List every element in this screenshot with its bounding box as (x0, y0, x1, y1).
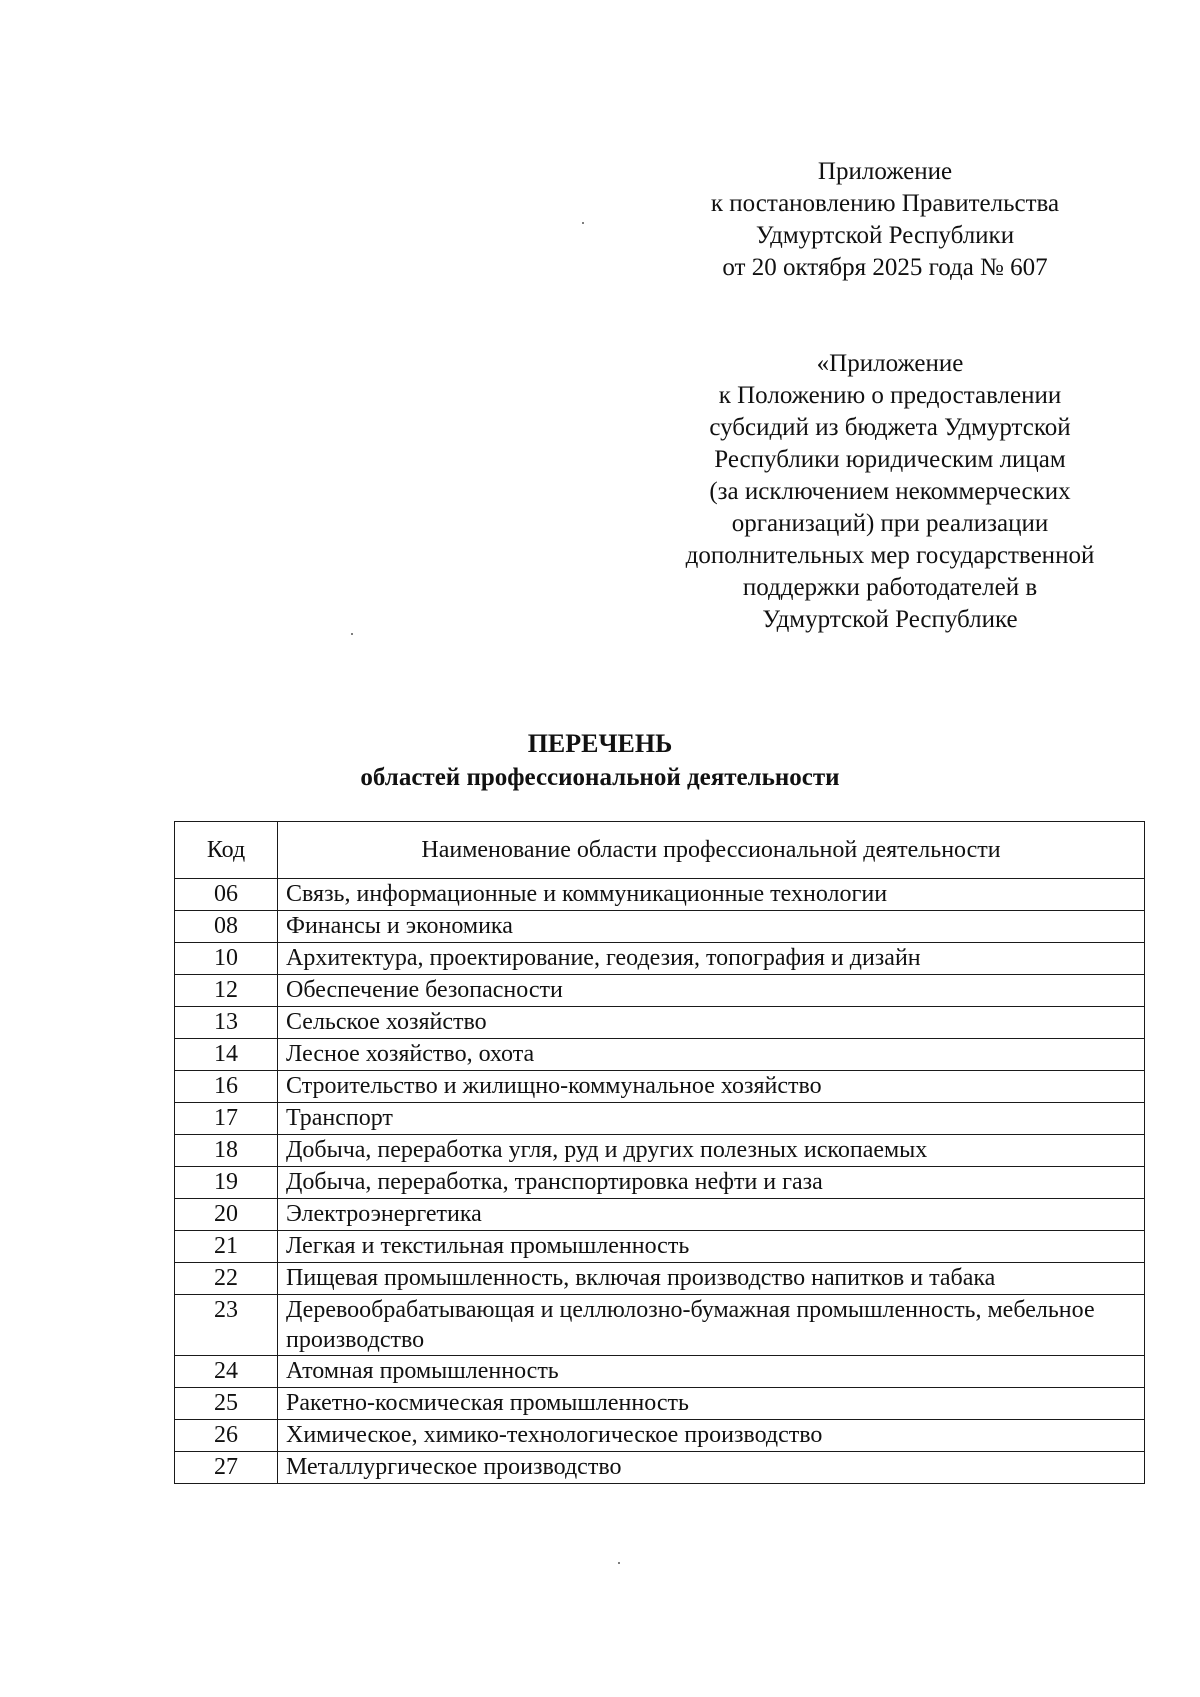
row-name: Деревообрабатывающая и целлюлозно-бумажная промышленность, мебельное производство (278, 1295, 1145, 1356)
title-main: ПЕРЕЧЕНЬ (527, 729, 673, 758)
row-name: Пищевая промышленность, включая производство напитков и табака (278, 1263, 1145, 1295)
scan-speck (351, 633, 353, 635)
table-row (175, 879, 1145, 911)
row-name: Транспорт (278, 1103, 1145, 1135)
row-code: 24 (175, 1356, 278, 1388)
row-code: 16 (175, 1071, 278, 1103)
scan-speck (582, 222, 584, 224)
table-row (175, 1103, 1145, 1135)
row-code: 14 (175, 1039, 278, 1071)
row-code: 20 (175, 1199, 278, 1231)
row-name: Сельское хозяйство (278, 1007, 1145, 1039)
row-code: 10 (175, 943, 278, 975)
appendix-line: «Приложение (816, 350, 964, 377)
table-row (175, 1388, 1145, 1420)
row-name: Химическое, химико-технологическое производство (278, 1420, 1145, 1452)
column-header-code: Код (175, 822, 278, 879)
appendix-line: организаций) при реализации (731, 510, 1049, 537)
row-name: Архитектура, проектирование, геодезия, топография и дизайн (278, 943, 1145, 975)
appendix-line: дополнительных мер государственной (685, 542, 1095, 569)
row-code: 18 (175, 1135, 278, 1167)
appendix-line: субсидий из бюджета Удмуртской (709, 414, 1071, 441)
row-code: 08 (175, 911, 278, 943)
table-row (175, 911, 1145, 943)
row-code: 19 (175, 1167, 278, 1199)
table-row (175, 975, 1145, 1007)
row-name: Связь, информационные и коммуникационные технологии (278, 879, 1145, 911)
table-row (175, 1167, 1145, 1199)
title-subtitle: областей профессиональной деятельности (360, 764, 840, 791)
approval-header (660, 156, 1110, 284)
row-name: Ракетно-космическая промышленность (278, 1388, 1145, 1420)
row-name: Добыча, переработка, транспортировка нефти и газа (278, 1167, 1145, 1199)
approval-line: к постановлению Правительства (710, 190, 1060, 217)
row-code: 13 (175, 1007, 278, 1039)
row-name: Финансы и экономика (278, 911, 1145, 943)
appendix-line: поддержки работодателей в (742, 574, 1038, 601)
row-code: 23 (175, 1295, 278, 1356)
table-row (175, 1452, 1145, 1484)
row-name: Атомная промышленность (278, 1356, 1145, 1388)
table-row (175, 1263, 1145, 1295)
approval-line: Удмуртской Республики (755, 222, 1015, 249)
row-name: Добыча, переработка угля, руд и других полезных ископаемых (278, 1135, 1145, 1167)
appendix-reference-header (650, 348, 1130, 636)
table-row (175, 1420, 1145, 1452)
table-row (175, 1039, 1145, 1071)
row-code: 06 (175, 879, 278, 911)
table-row (175, 1295, 1145, 1356)
row-code: 12 (175, 975, 278, 1007)
row-name: Электроэнергетика (278, 1199, 1145, 1231)
row-name: Лесное хозяйство, охота (278, 1039, 1145, 1071)
row-code: 25 (175, 1388, 278, 1420)
row-name: Легкая и текстильная промышленность (278, 1231, 1145, 1263)
table-row (175, 1007, 1145, 1039)
row-code: 22 (175, 1263, 278, 1295)
row-name: Обеспечение безопасности (278, 975, 1145, 1007)
appendix-line: Республики юридическим лицам (714, 446, 1066, 473)
document-title (0, 727, 1200, 795)
professional-areas-table (174, 821, 1145, 1484)
appendix-line: к Положению о предоставлении (718, 382, 1062, 409)
appendix-line: Удмуртской Республике (762, 606, 1018, 633)
scan-speck (618, 1562, 620, 1564)
approval-line: от 20 октября 2025 года № 607 (722, 254, 1048, 281)
table-row (175, 1199, 1145, 1231)
table-row (175, 1135, 1145, 1167)
approval-line: Приложение (817, 158, 953, 185)
row-code: 26 (175, 1420, 278, 1452)
appendix-line: (за исключением некоммерческих (709, 478, 1071, 505)
table-row (175, 1231, 1145, 1263)
row-code: 21 (175, 1231, 278, 1263)
table-header-row (175, 822, 1145, 879)
table-row (175, 1356, 1145, 1388)
row-code: 17 (175, 1103, 278, 1135)
column-header-name: Наименование области профессиональной деятельности (278, 822, 1145, 879)
row-code: 27 (175, 1452, 278, 1484)
table-row (175, 1071, 1145, 1103)
table-row (175, 943, 1145, 975)
row-name: Строительство и жилищно-коммунальное хозяйство (278, 1071, 1145, 1103)
row-name: Металлургическое производство (278, 1452, 1145, 1484)
